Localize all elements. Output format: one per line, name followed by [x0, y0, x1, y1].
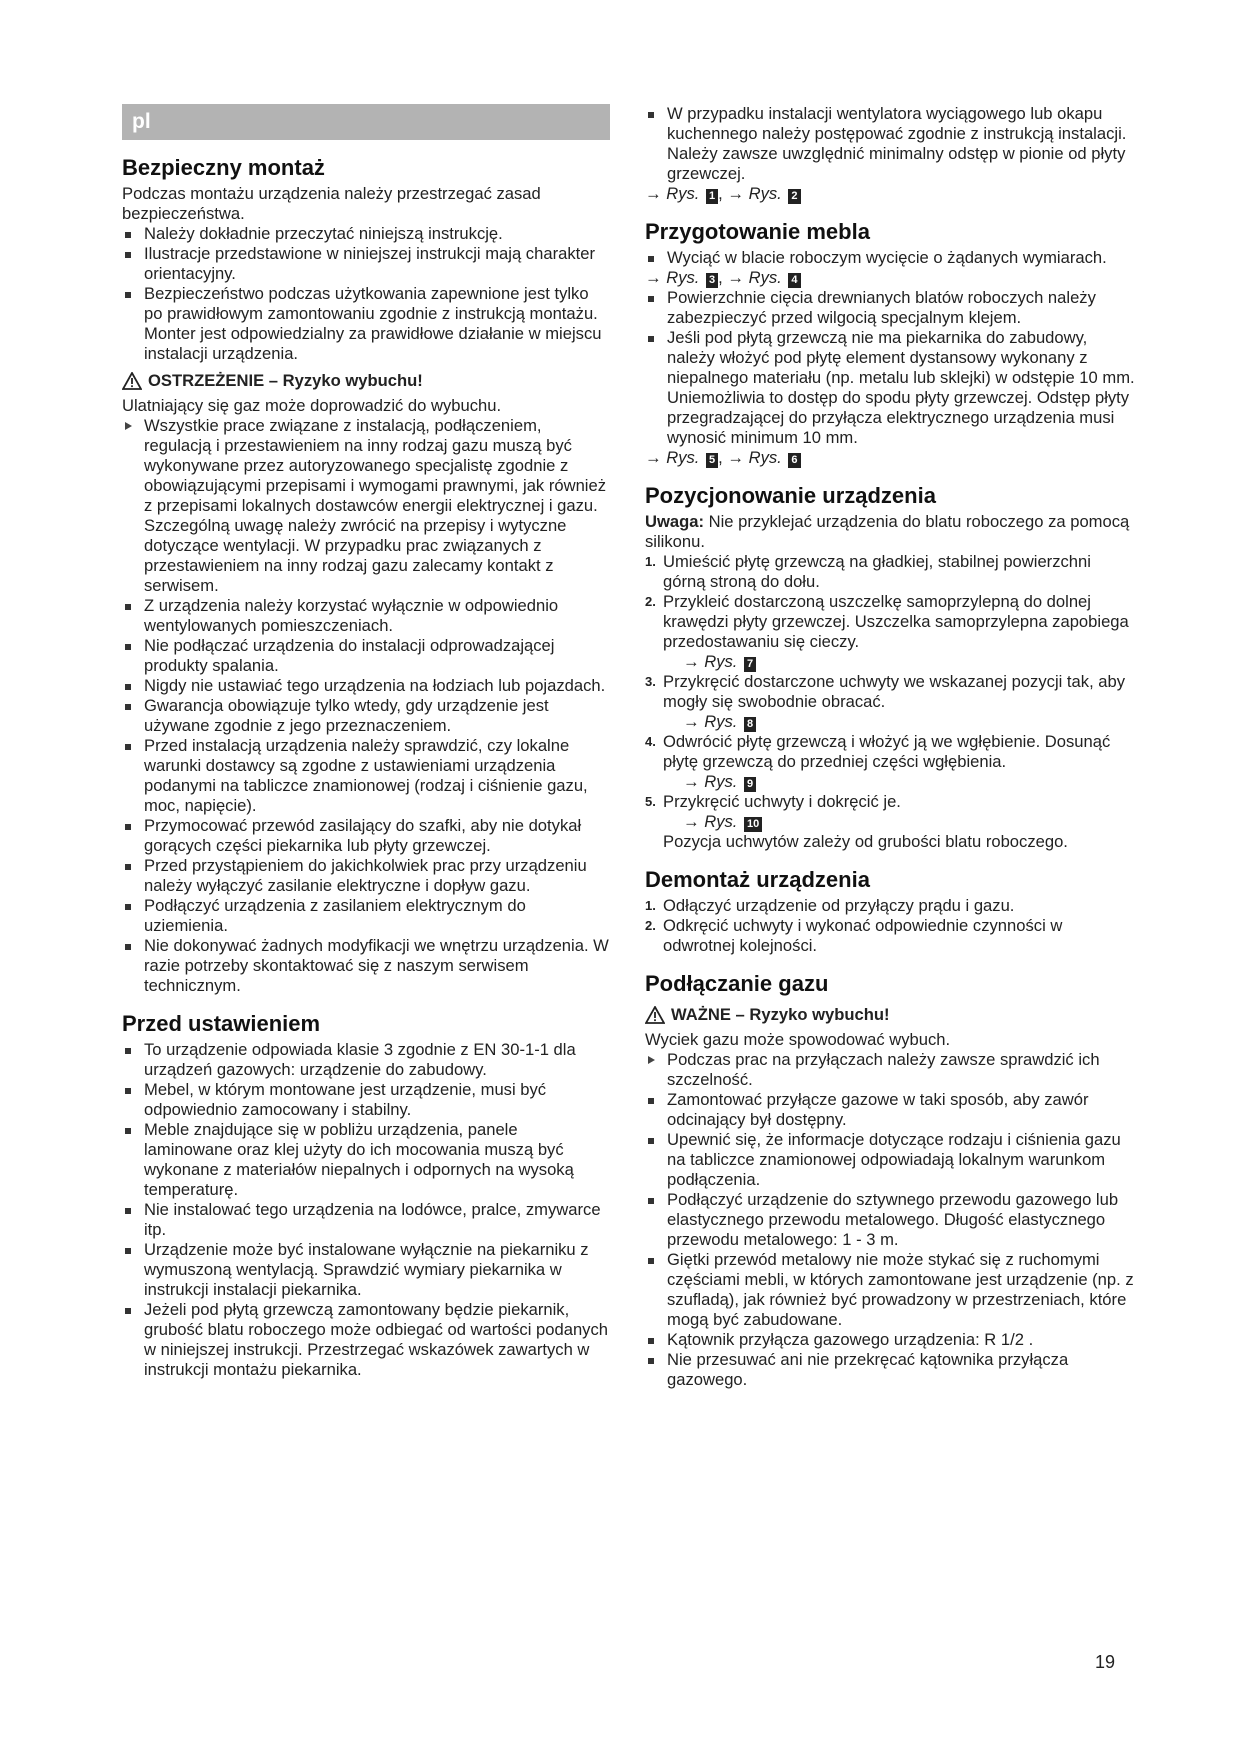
section-title: Podłączanie gazu [645, 971, 829, 996]
step-number: 1. [645, 554, 656, 569]
list-item: Przymocować przewód zasilający do szafki, aby nie dotykał gorących części piekarnika lub płyty grzewczej. [122, 816, 610, 856]
right-column [645, 104, 1135, 1404]
figure-reference [663, 772, 1135, 792]
bullet-list [645, 248, 1135, 268]
section-before-installation [122, 1010, 610, 1380]
warning-action: Podczas prac na przyłączach należy zawsze sprawdzić ich szczelność. [645, 1050, 1135, 1090]
warning-action-list [645, 1050, 1135, 1090]
section-title: Demontaż urządzenia [645, 867, 870, 892]
figure-reference [663, 812, 1135, 832]
step-list [645, 896, 1135, 956]
figure-number-badge: 7 [744, 657, 756, 672]
warning-triangle-icon [645, 1006, 665, 1030]
figure-reference: → Rys. 3 , → Rys. 4 [645, 268, 1135, 288]
step-note: Pozycja uchwytów zależy od grubości blatu roboczego. [663, 832, 1068, 851]
figure-number-badge: 10 [744, 817, 762, 832]
note [645, 512, 1135, 552]
step-item [645, 896, 1135, 916]
left-column [122, 104, 610, 1394]
section-title: Pozycjonowanie urządzenia [645, 483, 936, 508]
bullet-list [645, 1090, 1135, 1390]
figure-number-badge: 6 [788, 453, 800, 468]
page-number: 19 [1095, 1652, 1116, 1672]
rys-label: → Rys. [727, 448, 782, 467]
step-number: 2. [645, 594, 656, 609]
step-item [645, 592, 1135, 672]
figure-number-badge: 8 [744, 717, 756, 732]
rys-label: → Rys. [683, 772, 738, 791]
warning-text: Ulatniający się gaz może doprowadzić do wybuchu. [122, 396, 502, 415]
step-item [645, 732, 1135, 792]
step-text: Przykręcić uchwyty i dokręcić je. [663, 792, 901, 811]
warning-action: Wszystkie prace związane z instalacją, podłączeniem, regulacją i przestawieniem na inny rodzaj gazu muszą być wykonywane przez autoryzowanego specjalistę zgodnie z obowiązującymi przepisami i wymogami prawnymi, jak również z przepisami lokalnych dostawców energii elektrycznej i gazu. Szczególną uwagę należy zwrócić na przepisy i wytyczne dotyczące wentylacji. W przypadku prac związanych z przestawieniem na inny rodzaj gazu zalecamy kontakt z serwisem. [122, 416, 610, 596]
list-item: Ilustracje przedstawione w niniejszej instrukcji mają charakter orientacyjny. [122, 244, 610, 284]
bullet-list [645, 288, 1135, 448]
warning-title: OSTRZEŻENIE – Ryzyko wybuchu! [148, 371, 423, 390]
figure-reference: → Rys. 1 , → Rys. 2 [645, 184, 1135, 204]
rys-label: → Rys. [727, 184, 782, 203]
list-item: Powierzchnie cięcia drewnianych blatów roboczych należy zabezpieczyć przed wilgocią specjalnym klejem. [645, 288, 1135, 328]
list-item: Przed instalacją urządzenia należy sprawdzić, czy lokalne warunki dostawcy są zgodne z ustawieniami urządzenia podanymi na tabliczce znamionowej (rodzaj i ciśnienie gazu, moc, napięcie). [122, 736, 610, 816]
list-item: Urządzenie może być instalowane wyłącznie na piekarniku z wymuszoną wentylacją. Sprawdzić wymiary piekarnika w instrukcji instalacji piekarnika. [122, 1240, 610, 1300]
bullet-list-2 [122, 596, 610, 996]
step-number: 3. [645, 674, 656, 689]
list-item: Przed przystąpieniem do jakichkolwiek prac przy urządzeniu należy wyłączyć zasilanie elektryczne i dopływ gazu. [122, 856, 610, 896]
step-text: Odwrócić płytę grzewczą i włożyć ją we wgłębienie. Dosunąć płytę grzewczą do przedniej części wgłębienia. [663, 732, 1111, 771]
bullet-list [122, 1040, 610, 1380]
step-text: Umieścić płytę grzewczą na gładkiej, stabilnej powierzchni górną stroną do dołu. [663, 552, 1091, 591]
list-item: Nigdy nie ustawiać tego urządzenia na łodziach lub pojazdach. [122, 676, 610, 696]
figure-number-badge: 4 [788, 273, 800, 288]
language-tag: pl [122, 104, 610, 140]
figure-reference: → Rys. 5 , → Rys. 6 [645, 448, 1135, 468]
section-ventilation [645, 104, 1135, 204]
intro-text: Podczas montażu urządzenia należy przestrzegać zasad bezpieczeństwa. [122, 184, 541, 223]
warning-text: Wyciek gazu może spowodować wybuch. [645, 1030, 951, 1049]
warning-triangle-icon [122, 372, 142, 396]
list-item: Podłączyć urządzenia z zasilaniem elektrycznym do uziemienia. [122, 896, 610, 936]
figure-number-badge: 3 [706, 273, 718, 288]
step-text: Przykleić dostarczoną uszczelkę samoprzylepną do dolnej krawędzi płyty grzewczej. Uszczelka samoprzylepna zapobiega przedostawaniu się cieczy. [663, 592, 1129, 651]
figure-number-badge: 9 [744, 777, 756, 792]
warning-heading [645, 1004, 1135, 1030]
list-item: Mebel, w którym montowane jest urządzenie, musi być odpowiednio zamocowany i stabilny. [122, 1080, 610, 1120]
rys-label: → Rys. [645, 448, 700, 467]
rys-label: → Rys. [683, 712, 738, 731]
step-text: Odkręcić uchwyty i wykonać odpowiednie czynności w odwrotnej kolejności. [663, 916, 1063, 955]
section-positioning [645, 482, 1135, 852]
list-item: Giętki przewód metalowy nie może stykać się z ruchomymi częściami mebli, w których zamontowane jest urządzenie (np. z szufladą), jak również być prowadzony w przestrzeniach, które mogą być zabudowane. [645, 1250, 1135, 1330]
step-item [645, 792, 1135, 852]
list-item: Meble znajdujące się w pobliżu urządzenia, panele laminowane oraz klej użyty do ich mocowania muszą być wykonane z materiałów niepalnych i odpornych na wysoką temperaturę. [122, 1120, 610, 1200]
section-dismantling [645, 866, 1135, 956]
list-item: Nie dokonywać żadnych modyfikacji we wnętrzu urządzenia. W razie potrzeby skontaktować się z naszym serwisem technicznym. [122, 936, 610, 996]
figure-reference [663, 652, 1135, 672]
list-item: To urządzenie odpowiada klasie 3 zgodnie z EN 30-1-1 dla urządzeń gazowych: urządzenie do zabudowy. [122, 1040, 610, 1080]
rys-label: → Rys. [683, 652, 738, 671]
figure-number-badge: 5 [706, 453, 718, 468]
bullet-list [645, 104, 1135, 184]
rys-label: → Rys. [645, 268, 700, 287]
list-item: W przypadku instalacji wentylatora wyciągowego lub okapu kuchennego należy postępować zgodnie z instrukcją instalacji. Należy zawsze uwzględnić minimalny odstęp w pionie od płyty grzewczej. [645, 104, 1135, 184]
step-text: Przykręcić dostarczone uchwyty we wskazanej pozycji tak, aby mogły się swobodnie obracać. [663, 672, 1126, 711]
warning-heading [122, 370, 610, 396]
list-item: Podłączyć urządzenie do sztywnego przewodu gazowego lub elastycznego przewodu metalowego. Długość elastycznego przewodu metalowego: 1 - 3 m. [645, 1190, 1135, 1250]
figure-reference [663, 712, 1135, 732]
list-item: Nie podłączać urządzenia do instalacji odprowadzającej produkty spalania. [122, 636, 610, 676]
bullet-list [122, 224, 610, 364]
step-text: Odłączyć urządzenie od przyłączy prądu i gazu. [663, 896, 1015, 915]
step-item [645, 552, 1135, 592]
warning-title: WAŻNE – Ryzyko wybuchu! [671, 1005, 890, 1024]
list-item: Jeśli pod płytą grzewczą nie ma piekarnika do zabudowy, należy włożyć pod płytę element dystansowy wykonany z niepalnego materiału (np. metalu lub sklejki) w odstępie 10 mm. Uniemożliwia to dostęp do spodu płyty grzewczej. Odstęp płyty przegradzającej do przyłącza elektrycznego urządzenia musi wynosić minimum 10 mm. [645, 328, 1135, 448]
section-gas-connection [645, 970, 1135, 1390]
list-item: Upewnić się, że informacje dotyczące rodzaju i ciśnienia gazu na tabliczce znamionowej odpowiadają lokalnym warunkom podłączenia. [645, 1130, 1135, 1190]
list-item: Wyciąć w blacie roboczym wycięcie o żądanych wymiarach. [645, 248, 1135, 268]
list-item: Nie przesuwać ani nie przekręcać kątownika przyłącza gazowego. [645, 1350, 1135, 1390]
list-item: Bezpieczeństwo podczas użytkowania zapewnione jest tylko po prawidłowym zamontowaniu zgodnie z instrukcją montażu. Monter jest odpowiedzialny za prawidłowe działanie w miejscu instalacji urządzenia. [122, 284, 610, 364]
warning-action-list [122, 416, 610, 596]
section-title: Bezpieczny montaż [122, 155, 325, 180]
list-item: Jeżeli pod płytą grzewczą zamontowany będzie piekarnik, grubość blatu roboczego może odbiegać od wartości podanych w niniejszej instrukcji. Przestrzegać wskazówek zawartych w instrukcji montażu piekarnika. [122, 1300, 610, 1380]
section-title: Przygotowanie mebla [645, 219, 870, 244]
list-item: Należy dokładnie przeczytać niniejszą instrukcję. [122, 224, 610, 244]
rys-label: → Rys. [727, 268, 782, 287]
note-text: Nie przyklejać urządzenia do blatu roboczego za pomocą silikonu. [645, 512, 1130, 551]
step-number: 4. [645, 734, 656, 749]
list-item: Nie instalować tego urządzenia na lodówce, pralce, zmywarce itp. [122, 1200, 610, 1240]
section-prepare-furniture [645, 218, 1135, 468]
list-item: Kątownik przyłącza gazowego urządzenia: R 1/2 . [645, 1330, 1135, 1350]
section-title: Przed ustawieniem [122, 1011, 321, 1036]
step-list [645, 552, 1135, 852]
rys-label: → Rys. [683, 812, 738, 831]
step-number: 1. [645, 898, 656, 913]
step-number: 2. [645, 918, 656, 933]
step-item [645, 916, 1135, 956]
list-item: Z urządzenia należy korzystać wyłącznie w odpowiednio wentylowanych pomieszczeniach. [122, 596, 610, 636]
section-safe-installation [122, 154, 610, 996]
figure-number-badge: 1 [706, 189, 718, 204]
list-item: Zamontować przyłącze gazowe w taki sposób, aby zawór odcinający był dostępny. [645, 1090, 1135, 1130]
figure-number-badge: 2 [788, 189, 800, 204]
step-number: 5. [645, 794, 656, 809]
step-item [645, 672, 1135, 732]
note-label: Uwaga: [645, 512, 705, 531]
rys-label: → Rys. [645, 184, 700, 203]
list-item: Gwarancja obowiązuje tylko wtedy, gdy urządzenie jest używane zgodnie z jego przeznaczeniem. [122, 696, 610, 736]
